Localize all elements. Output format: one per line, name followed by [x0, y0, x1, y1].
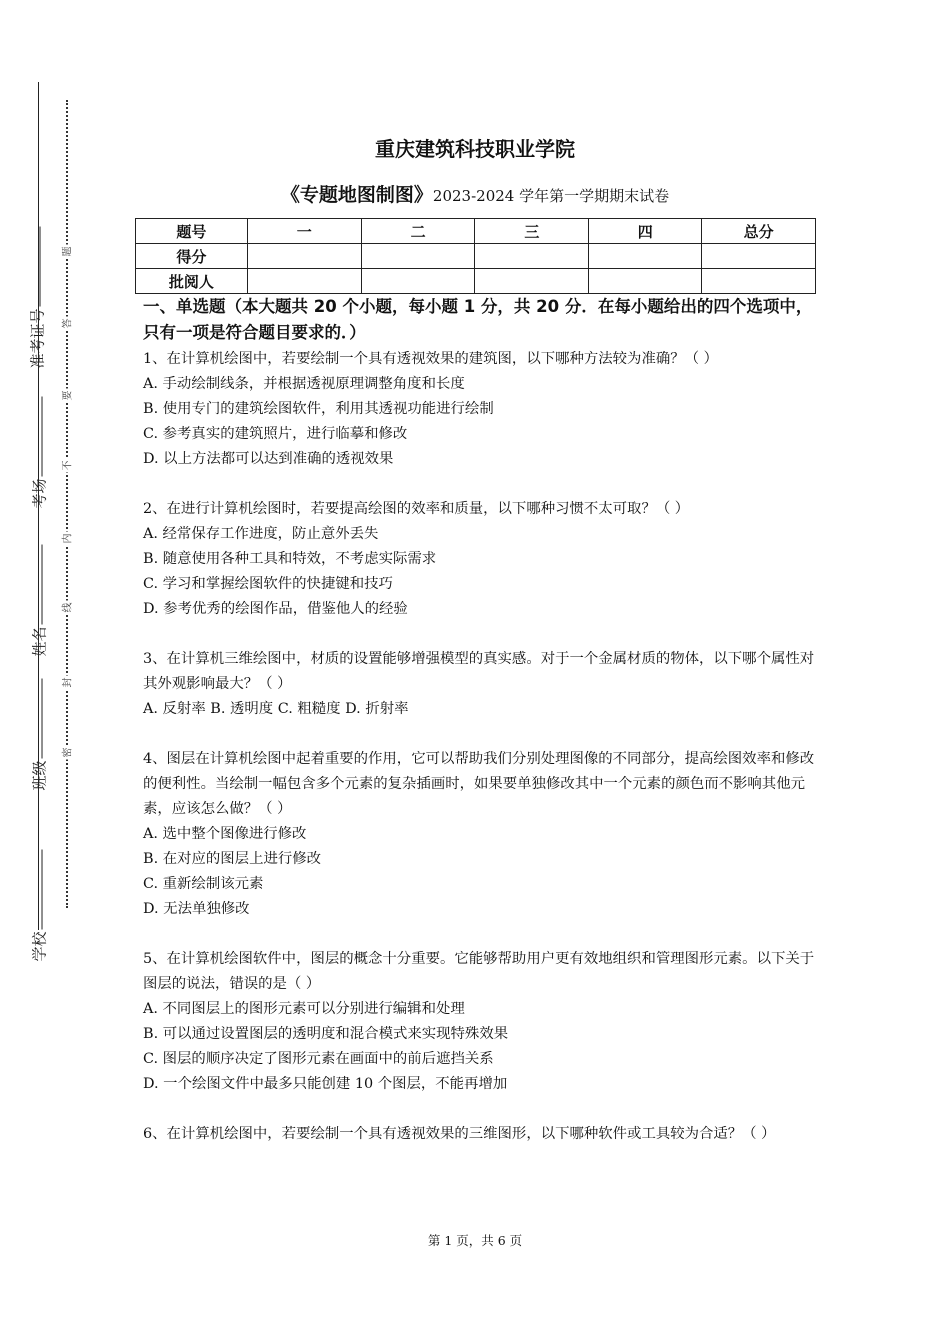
seal-char: 线 — [59, 601, 74, 615]
term-text: 2023-2024 学年第一学期期末试卷 — [432, 187, 670, 205]
score-cell[interactable] — [589, 244, 702, 269]
class-field[interactable] — [29, 678, 50, 790]
exam-id-label: 准考证号 — [28, 308, 47, 369]
exam-subtitle — [0, 180, 950, 207]
option: D. 参考优秀的绘图作品，借鉴他人的经验 — [143, 601, 408, 617]
school-field[interactable] — [29, 849, 50, 961]
exam-content — [143, 294, 823, 1147]
column-header: 三 — [475, 219, 589, 244]
score-cell[interactable] — [702, 244, 816, 269]
score-table — [135, 218, 816, 294]
grader-cell[interactable] — [247, 269, 361, 294]
score-cell[interactable] — [247, 244, 361, 269]
table-row — [136, 219, 816, 244]
column-header: 二 — [361, 219, 475, 244]
seal-char: 题 — [59, 245, 74, 259]
question-stem: 4、图层在计算机绘图中起着重要的作用，它可以帮助我们分别处理图像的不同部分，提高绘图效率和修改的便利性。当绘制一幅包含多个元素的复杂插画时，如果要单独修改其中一个元素的颜色而不影响其他元素，应该怎么做？（ ） — [143, 751, 815, 817]
option: C. 重新绘制该元素 — [143, 876, 264, 892]
option: A. 经常保存工作进度，防止意外丢失 — [143, 526, 379, 542]
exam-room-label: 考场 — [30, 478, 49, 509]
column-header: 一 — [247, 219, 361, 244]
grader-cell[interactable] — [361, 269, 475, 294]
score-cell[interactable] — [361, 244, 475, 269]
school-label: 学校 — [30, 931, 49, 962]
score-cell[interactable] — [475, 244, 589, 269]
seal-char: 内 — [59, 532, 74, 546]
option: A. 选中整个图像进行修改 — [143, 826, 307, 842]
page-footer: 第 1 页，共 6 页 — [427, 1233, 523, 1248]
question-stem: 3、在计算机三维绘图中，材质的设置能够增强模型的真实感。对于一个金属材质的物体，以下哪个属性对其外观影响最大？（ ） — [143, 651, 815, 692]
section-title: 一、单选题（本大题共 20 个小题，每小题 1 分，共 20 分．在每小题给出的四个选项中，只有一项是符合题目要求的．） — [143, 297, 813, 342]
row-label: 题号 — [136, 219, 248, 244]
option: B. 可以通过设置图层的透明度和混合模式来实现特殊效果 — [143, 1026, 509, 1042]
exam-id-field[interactable] — [27, 226, 48, 368]
class-label: 班级 — [30, 760, 49, 791]
question-stem: 2、在进行计算机绘图时，若要提高绘图的效率和质量，以下哪种习惯不太可取？（ ） — [143, 501, 690, 517]
option: B. 随意使用各种工具和特效，不考虑实际需求 — [143, 551, 437, 567]
option: C. 学习和掌握绘图软件的快捷键和技巧 — [143, 576, 393, 592]
table-row — [136, 269, 816, 294]
exam-room-field[interactable] — [29, 396, 50, 508]
grader-cell[interactable] — [589, 269, 702, 294]
question-stem: 5、在计算机绘图软件中，图层的概念十分重要。它能够帮助用户更有效地组织和管理图形元素。以下关于图层的说法，错误的是（ ） — [143, 951, 815, 992]
seal-char: 封 — [59, 676, 74, 690]
option: D. 以上方法都可以达到准确的透视效果 — [143, 451, 394, 467]
seal-char: 要 — [59, 389, 74, 403]
option: A. 手动绘制线条，并根据透视原理调整角度和长度 — [143, 376, 465, 392]
option: A. 不同图层上的图形元素可以分别进行编辑和处理 — [143, 1001, 465, 1017]
column-header: 总分 — [702, 219, 816, 244]
course-title: 《专题地图制图》 — [280, 184, 433, 206]
column-header: 四 — [589, 219, 702, 244]
seal-char: 密 — [59, 746, 74, 760]
option: D. 一个绘图文件中最多只能创建 10 个图层，不能再增加 — [143, 1076, 508, 1092]
seal-char: 答 — [59, 317, 74, 331]
question-stem: 6、在计算机绘图中，若要绘制一个具有透视效果的三维图形，以下哪种软件或工具较为合适？（ ） — [143, 1126, 776, 1142]
option: B. 使用专门的建筑绘图软件，利用其透视功能进行绘制 — [143, 401, 494, 417]
name-field[interactable] — [29, 544, 50, 656]
grader-cell[interactable] — [475, 269, 589, 294]
seal-char: 不 — [59, 459, 74, 473]
school-title: 重庆建筑科技职业学院 — [375, 137, 575, 161]
option: A. 反射率 B. 透明度 C. 粗糙度 D. 折射率 — [143, 701, 409, 717]
row-label: 得分 — [136, 244, 248, 269]
option: D. 无法单独修改 — [143, 901, 250, 917]
table-row — [136, 244, 816, 269]
question-stem: 1、在计算机绘图中，若要绘制一个具有透视效果的建筑图，以下哪种方法较为准确？（ ） — [143, 351, 718, 367]
name-label: 姓名 — [30, 626, 49, 657]
grader-cell[interactable] — [702, 269, 816, 294]
seal-line — [66, 100, 68, 908]
option: B. 在对应的图层上进行修改 — [143, 851, 322, 867]
option: C. 图层的顺序决定了图形元素在画面中的前后遮挡关系 — [143, 1051, 494, 1067]
row-label: 批阅人 — [136, 269, 248, 294]
option: C. 参考真实的建筑照片，进行临摹和修改 — [143, 426, 408, 442]
